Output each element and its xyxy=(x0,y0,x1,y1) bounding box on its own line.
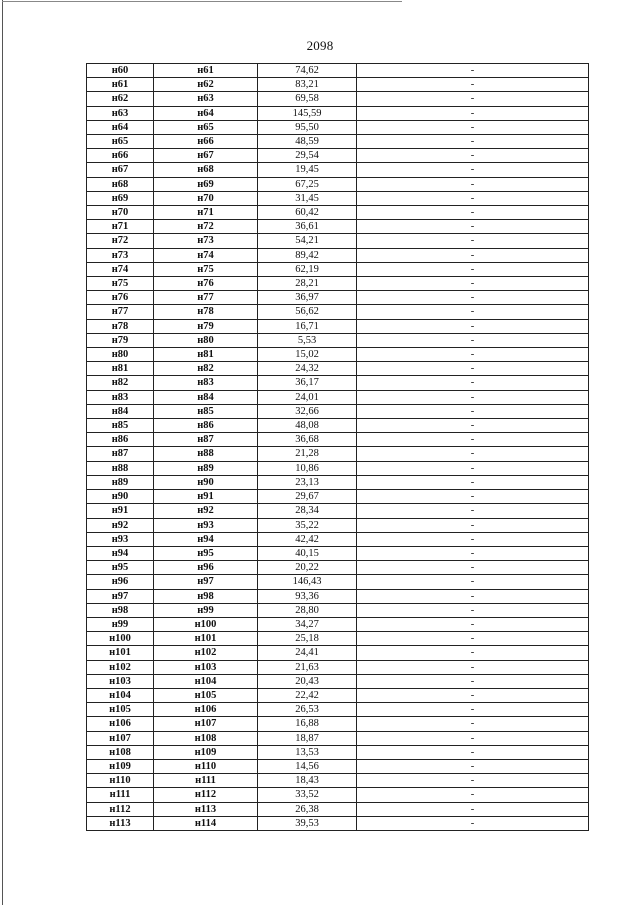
table-row xyxy=(87,703,589,717)
note-cell: - xyxy=(357,92,589,106)
to-point-cell: н97 xyxy=(154,575,258,589)
table-row xyxy=(87,404,589,418)
note-cell: - xyxy=(357,149,589,163)
to-point-cell: н103 xyxy=(154,660,258,674)
table-row xyxy=(87,745,589,759)
from-point-cell: н92 xyxy=(87,518,154,532)
to-point-cell: н61 xyxy=(154,64,258,78)
note-cell: - xyxy=(357,703,589,717)
distance-cell: 56,62 xyxy=(258,305,357,319)
to-point-cell: н72 xyxy=(154,220,258,234)
from-point-cell: н108 xyxy=(87,745,154,759)
table-row xyxy=(87,206,589,220)
distance-cell: 93,36 xyxy=(258,589,357,603)
table-row xyxy=(87,92,589,106)
from-point-cell: н83 xyxy=(87,390,154,404)
note-cell: - xyxy=(357,319,589,333)
to-point-cell: н93 xyxy=(154,518,258,532)
boundary-points-table xyxy=(86,63,589,831)
distance-cell: 69,58 xyxy=(258,92,357,106)
distance-cell: 24,32 xyxy=(258,362,357,376)
table-row xyxy=(87,532,589,546)
page-number: 2098 xyxy=(306,38,334,53)
note-cell: - xyxy=(357,78,589,92)
to-point-cell: н90 xyxy=(154,475,258,489)
table-row xyxy=(87,390,589,404)
to-point-cell: н68 xyxy=(154,163,258,177)
note-cell: - xyxy=(357,617,589,631)
distance-cell: 89,42 xyxy=(258,248,357,262)
note-cell: - xyxy=(357,120,589,134)
distance-cell: 34,27 xyxy=(258,617,357,631)
from-point-cell: н74 xyxy=(87,262,154,276)
distance-cell: 39,53 xyxy=(258,816,357,830)
table-row xyxy=(87,447,589,461)
table-row xyxy=(87,802,589,816)
table-row xyxy=(87,277,589,291)
table-row xyxy=(87,660,589,674)
table-row xyxy=(87,788,589,802)
note-cell: - xyxy=(357,376,589,390)
to-point-cell: н111 xyxy=(154,774,258,788)
from-point-cell: н100 xyxy=(87,632,154,646)
distance-cell: 67,25 xyxy=(258,177,357,191)
table-row xyxy=(87,291,589,305)
table-row xyxy=(87,731,589,745)
to-point-cell: н75 xyxy=(154,262,258,276)
from-point-cell: н60 xyxy=(87,64,154,78)
distance-cell: 14,56 xyxy=(258,759,357,773)
to-point-cell: н71 xyxy=(154,206,258,220)
from-point-cell: н85 xyxy=(87,419,154,433)
from-point-cell: н82 xyxy=(87,376,154,390)
distance-cell: 28,34 xyxy=(258,504,357,518)
distance-cell: 20,43 xyxy=(258,674,357,688)
from-point-cell: н90 xyxy=(87,490,154,504)
from-point-cell: н99 xyxy=(87,617,154,631)
to-point-cell: н64 xyxy=(154,106,258,120)
to-point-cell: н63 xyxy=(154,92,258,106)
table-row xyxy=(87,248,589,262)
from-point-cell: н79 xyxy=(87,333,154,347)
distance-cell: 35,22 xyxy=(258,518,357,532)
note-cell: - xyxy=(357,191,589,205)
distance-cell: 29,67 xyxy=(258,490,357,504)
to-point-cell: н66 xyxy=(154,135,258,149)
to-point-cell: н87 xyxy=(154,433,258,447)
table-row xyxy=(87,135,589,149)
table-row xyxy=(87,433,589,447)
from-point-cell: н73 xyxy=(87,248,154,262)
distance-cell: 24,41 xyxy=(258,646,357,660)
table-row xyxy=(87,688,589,702)
from-point-cell: н112 xyxy=(87,802,154,816)
to-point-cell: н83 xyxy=(154,376,258,390)
from-point-cell: н88 xyxy=(87,461,154,475)
table-body xyxy=(87,64,589,831)
distance-cell: 42,42 xyxy=(258,532,357,546)
distance-cell: 83,21 xyxy=(258,78,357,92)
note-cell: - xyxy=(357,759,589,773)
to-point-cell: н89 xyxy=(154,461,258,475)
table-row xyxy=(87,546,589,560)
from-point-cell: н91 xyxy=(87,504,154,518)
from-point-cell: н93 xyxy=(87,532,154,546)
distance-cell: 36,97 xyxy=(258,291,357,305)
note-cell: - xyxy=(357,234,589,248)
note-cell: - xyxy=(357,291,589,305)
to-point-cell: н109 xyxy=(154,745,258,759)
distance-cell: 21,63 xyxy=(258,660,357,674)
from-point-cell: н69 xyxy=(87,191,154,205)
note-cell: - xyxy=(357,447,589,461)
page-edge-line xyxy=(2,0,3,905)
note-cell: - xyxy=(357,348,589,362)
to-point-cell: н76 xyxy=(154,277,258,291)
distance-cell: 15,02 xyxy=(258,348,357,362)
note-cell: - xyxy=(357,248,589,262)
note-cell: - xyxy=(357,504,589,518)
to-point-cell: н94 xyxy=(154,532,258,546)
from-point-cell: н84 xyxy=(87,404,154,418)
table-row xyxy=(87,589,589,603)
note-cell: - xyxy=(357,305,589,319)
distance-cell: 62,19 xyxy=(258,262,357,276)
note-cell: - xyxy=(357,390,589,404)
distance-cell: 146,43 xyxy=(258,575,357,589)
distance-cell: 5,53 xyxy=(258,333,357,347)
to-point-cell: н112 xyxy=(154,788,258,802)
to-point-cell: н65 xyxy=(154,120,258,134)
to-point-cell: н96 xyxy=(154,561,258,575)
note-cell: - xyxy=(357,546,589,560)
from-point-cell: н75 xyxy=(87,277,154,291)
distance-cell: 33,52 xyxy=(258,788,357,802)
note-cell: - xyxy=(357,461,589,475)
table-row xyxy=(87,717,589,731)
note-cell: - xyxy=(357,731,589,745)
table-row xyxy=(87,120,589,134)
table-row xyxy=(87,333,589,347)
to-point-cell: н88 xyxy=(154,447,258,461)
to-point-cell: н91 xyxy=(154,490,258,504)
to-point-cell: н92 xyxy=(154,504,258,518)
to-point-cell: н80 xyxy=(154,333,258,347)
table-row xyxy=(87,759,589,773)
from-point-cell: н78 xyxy=(87,319,154,333)
distance-cell: 145,59 xyxy=(258,106,357,120)
note-cell: - xyxy=(357,745,589,759)
note-cell: - xyxy=(357,788,589,802)
from-point-cell: н80 xyxy=(87,348,154,362)
table-row xyxy=(87,603,589,617)
from-point-cell: н71 xyxy=(87,220,154,234)
from-point-cell: н87 xyxy=(87,447,154,461)
to-point-cell: н84 xyxy=(154,390,258,404)
distance-cell: 36,61 xyxy=(258,220,357,234)
distance-cell: 54,21 xyxy=(258,234,357,248)
note-cell: - xyxy=(357,816,589,830)
table-row xyxy=(87,319,589,333)
to-point-cell: н77 xyxy=(154,291,258,305)
distance-cell: 19,45 xyxy=(258,163,357,177)
distance-cell: 20,22 xyxy=(258,561,357,575)
page-top-line xyxy=(2,1,402,2)
table-row xyxy=(87,632,589,646)
to-point-cell: н82 xyxy=(154,362,258,376)
table-row xyxy=(87,64,589,78)
distance-cell: 95,50 xyxy=(258,120,357,134)
note-cell: - xyxy=(357,362,589,376)
distance-cell: 28,21 xyxy=(258,277,357,291)
note-cell: - xyxy=(357,404,589,418)
note-cell: - xyxy=(357,419,589,433)
from-point-cell: н67 xyxy=(87,163,154,177)
distance-cell: 48,08 xyxy=(258,419,357,433)
note-cell: - xyxy=(357,532,589,546)
distance-cell: 10,86 xyxy=(258,461,357,475)
note-cell: - xyxy=(357,674,589,688)
from-point-cell: н110 xyxy=(87,774,154,788)
from-point-cell: н98 xyxy=(87,603,154,617)
from-point-cell: н94 xyxy=(87,546,154,560)
to-point-cell: н79 xyxy=(154,319,258,333)
from-point-cell: н96 xyxy=(87,575,154,589)
note-cell: - xyxy=(357,206,589,220)
from-point-cell: н63 xyxy=(87,106,154,120)
distance-cell: 36,17 xyxy=(258,376,357,390)
to-point-cell: н107 xyxy=(154,717,258,731)
to-point-cell: н104 xyxy=(154,674,258,688)
note-cell: - xyxy=(357,177,589,191)
to-point-cell: н114 xyxy=(154,816,258,830)
table-row xyxy=(87,419,589,433)
note-cell: - xyxy=(357,333,589,347)
distance-cell: 22,42 xyxy=(258,688,357,702)
table-row xyxy=(87,461,589,475)
from-point-cell: н76 xyxy=(87,291,154,305)
note-cell: - xyxy=(357,277,589,291)
table-row xyxy=(87,220,589,234)
distance-cell: 31,45 xyxy=(258,191,357,205)
to-point-cell: н67 xyxy=(154,149,258,163)
note-cell: - xyxy=(357,632,589,646)
distance-cell: 13,53 xyxy=(258,745,357,759)
note-cell: - xyxy=(357,717,589,731)
distance-cell: 24,01 xyxy=(258,390,357,404)
table-row xyxy=(87,561,589,575)
distance-cell: 18,43 xyxy=(258,774,357,788)
note-cell: - xyxy=(357,490,589,504)
to-point-cell: н101 xyxy=(154,632,258,646)
from-point-cell: н106 xyxy=(87,717,154,731)
distance-cell: 32,66 xyxy=(258,404,357,418)
from-point-cell: н97 xyxy=(87,589,154,603)
to-point-cell: н69 xyxy=(154,177,258,191)
from-point-cell: н65 xyxy=(87,135,154,149)
table-row xyxy=(87,362,589,376)
from-point-cell: н95 xyxy=(87,561,154,575)
table-row xyxy=(87,305,589,319)
note-cell: - xyxy=(357,575,589,589)
note-cell: - xyxy=(357,561,589,575)
note-cell: - xyxy=(357,135,589,149)
table-row xyxy=(87,177,589,191)
from-point-cell: н113 xyxy=(87,816,154,830)
distance-cell: 23,13 xyxy=(258,475,357,489)
distance-cell: 25,18 xyxy=(258,632,357,646)
note-cell: - xyxy=(357,802,589,816)
to-point-cell: н106 xyxy=(154,703,258,717)
to-point-cell: н62 xyxy=(154,78,258,92)
distance-cell: 21,28 xyxy=(258,447,357,461)
table-row xyxy=(87,262,589,276)
table-row xyxy=(87,617,589,631)
table-row xyxy=(87,816,589,830)
distance-cell: 16,71 xyxy=(258,319,357,333)
table-row xyxy=(87,149,589,163)
note-cell: - xyxy=(357,163,589,177)
note-cell: - xyxy=(357,774,589,788)
to-point-cell: н74 xyxy=(154,248,258,262)
to-point-cell: н108 xyxy=(154,731,258,745)
distance-cell: 74,62 xyxy=(258,64,357,78)
note-cell: - xyxy=(357,475,589,489)
to-point-cell: н105 xyxy=(154,688,258,702)
from-point-cell: н89 xyxy=(87,475,154,489)
table-row xyxy=(87,575,589,589)
distance-cell: 26,38 xyxy=(258,802,357,816)
to-point-cell: н110 xyxy=(154,759,258,773)
table-row xyxy=(87,504,589,518)
from-point-cell: н102 xyxy=(87,660,154,674)
from-point-cell: н103 xyxy=(87,674,154,688)
from-point-cell: н66 xyxy=(87,149,154,163)
from-point-cell: н64 xyxy=(87,120,154,134)
to-point-cell: н99 xyxy=(154,603,258,617)
to-point-cell: н98 xyxy=(154,589,258,603)
table-row xyxy=(87,774,589,788)
from-point-cell: н70 xyxy=(87,206,154,220)
to-point-cell: н102 xyxy=(154,646,258,660)
note-cell: - xyxy=(357,688,589,702)
distance-cell: 29,54 xyxy=(258,149,357,163)
note-cell: - xyxy=(357,262,589,276)
table-row xyxy=(87,674,589,688)
note-cell: - xyxy=(357,646,589,660)
note-cell: - xyxy=(357,660,589,674)
table-row xyxy=(87,646,589,660)
distance-cell: 26,53 xyxy=(258,703,357,717)
to-point-cell: н113 xyxy=(154,802,258,816)
to-point-cell: н73 xyxy=(154,234,258,248)
note-cell: - xyxy=(357,603,589,617)
distance-cell: 40,15 xyxy=(258,546,357,560)
table-row xyxy=(87,106,589,120)
from-point-cell: н61 xyxy=(87,78,154,92)
distance-cell: 18,87 xyxy=(258,731,357,745)
to-point-cell: н81 xyxy=(154,348,258,362)
table-row xyxy=(87,78,589,92)
to-point-cell: н78 xyxy=(154,305,258,319)
to-point-cell: н70 xyxy=(154,191,258,205)
table-row xyxy=(87,376,589,390)
note-cell: - xyxy=(357,106,589,120)
from-point-cell: н72 xyxy=(87,234,154,248)
to-point-cell: н85 xyxy=(154,404,258,418)
from-point-cell: н81 xyxy=(87,362,154,376)
from-point-cell: н86 xyxy=(87,433,154,447)
to-point-cell: н100 xyxy=(154,617,258,631)
note-cell: - xyxy=(357,220,589,234)
table-row xyxy=(87,475,589,489)
note-cell: - xyxy=(357,64,589,78)
table-row xyxy=(87,348,589,362)
distance-cell: 36,68 xyxy=(258,433,357,447)
to-point-cell: н95 xyxy=(154,546,258,560)
table-row xyxy=(87,518,589,532)
from-point-cell: н77 xyxy=(87,305,154,319)
distance-cell: 48,59 xyxy=(258,135,357,149)
table-row xyxy=(87,191,589,205)
note-cell: - xyxy=(357,589,589,603)
from-point-cell: н62 xyxy=(87,92,154,106)
table-row xyxy=(87,163,589,177)
table-row xyxy=(87,490,589,504)
note-cell: - xyxy=(357,518,589,532)
from-point-cell: н104 xyxy=(87,688,154,702)
distance-cell: 60,42 xyxy=(258,206,357,220)
from-point-cell: н109 xyxy=(87,759,154,773)
from-point-cell: н111 xyxy=(87,788,154,802)
distance-cell: 16,88 xyxy=(258,717,357,731)
distance-cell: 28,80 xyxy=(258,603,357,617)
note-cell: - xyxy=(357,433,589,447)
table-row xyxy=(87,234,589,248)
from-point-cell: н68 xyxy=(87,177,154,191)
from-point-cell: н105 xyxy=(87,703,154,717)
from-point-cell: н101 xyxy=(87,646,154,660)
to-point-cell: н86 xyxy=(154,419,258,433)
from-point-cell: н107 xyxy=(87,731,154,745)
